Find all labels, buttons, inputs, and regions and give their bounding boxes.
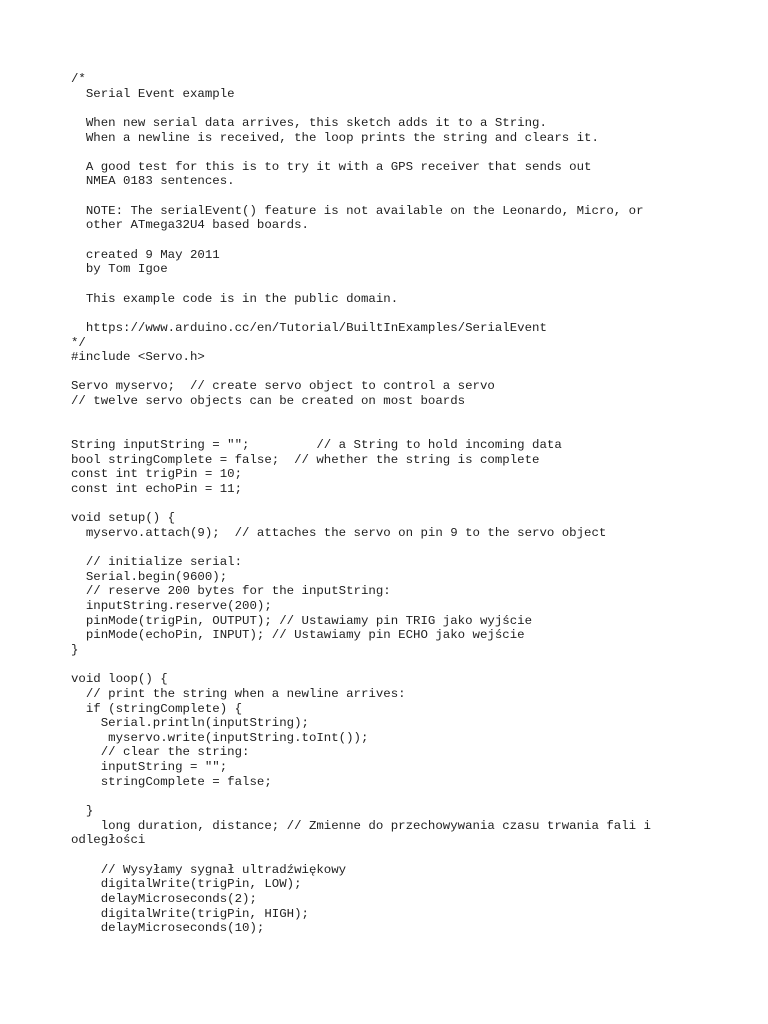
code-line: stringComplete = false; (71, 774, 272, 789)
code-line: delayMicroseconds(2); (71, 891, 257, 906)
code-line (71, 789, 751, 804)
code-line: by Tom Igoe (71, 262, 168, 277)
code-line: A good test for this is to try it with a GPS receiver that sends out (71, 159, 592, 174)
code-line: const int trigPin = 10; (71, 467, 243, 482)
code-line: // print the string when a newline arrives: (71, 686, 406, 701)
code-line: long duration, distance; // Zmienne do przechowywania czasu trwania fali i (71, 818, 651, 833)
code-line: // clear the string: (71, 745, 250, 760)
code-line: inputString.reserve(200); (71, 599, 272, 614)
code-line: // Wysyłamy sygnał ultradźwiękowy (71, 862, 347, 877)
code-line: NOTE: The serialEvent() feature is not available on the Leonardo, Micro, or (71, 203, 644, 218)
code-line: pinMode(echoPin, INPUT); // Ustawiamy pin ECHO jako wejście (71, 628, 525, 643)
code-line: // twelve servo objects can be created on most boards (71, 394, 466, 409)
code-line (71, 145, 751, 160)
code-line: // reserve 200 bytes for the inputString: (71, 584, 391, 599)
code-line: pinMode(trigPin, OUTPUT); // Ustawiamy pin TRIG jako wyjście (71, 613, 533, 628)
code-line: void setup() { (71, 511, 176, 526)
code-line: NMEA 0183 sentences. (71, 174, 235, 189)
code-line: inputString = ""; (71, 760, 228, 775)
code-line: void loop() { (71, 672, 168, 687)
code-line: digitalWrite(trigPin, HIGH); (71, 906, 309, 921)
code-line: if (stringComplete) { (71, 701, 243, 716)
code-line (71, 365, 751, 380)
code-line: // initialize serial: (71, 555, 243, 570)
code-line: delayMicroseconds(10); (71, 921, 265, 936)
code-line: https://www.arduino.cc/en/Tutorial/BuiltInExamples/SerialEvent (71, 320, 547, 335)
code-line: } (71, 804, 94, 819)
code-line: When a newline is received, the loop prints the string and clears it. (71, 130, 599, 145)
code-listing (71, 72, 751, 936)
code-line: myservo.attach(9); // attaches the servo on pin 9 to the servo object (71, 525, 607, 540)
code-line: Serial.println(inputString); (71, 716, 309, 731)
code-line: /* (71, 72, 86, 86)
code-line (71, 409, 751, 424)
code-line (71, 189, 751, 204)
code-line (71, 541, 751, 556)
code-line: #include <Servo.h> (71, 350, 205, 365)
code-line: myservo.write(inputString.toInt()); (71, 730, 369, 745)
code-line (71, 658, 751, 673)
code-line (71, 306, 751, 321)
code-line: This example code is in the public domain. (71, 291, 399, 306)
code-line: digitalWrite(trigPin, LOW); (71, 877, 302, 892)
code-line: */ (71, 335, 86, 350)
code-line (71, 101, 751, 116)
code-line (71, 423, 751, 438)
code-line (71, 848, 751, 863)
code-line: odległości (71, 833, 146, 848)
code-line: created 9 May 2011 (71, 247, 220, 262)
code-line: Servo myservo; // create servo object to control a servo (71, 379, 495, 394)
code-line (71, 277, 751, 292)
code-line: } (71, 642, 79, 657)
code-line: String inputString = ""; // a String to hold incoming data (71, 438, 562, 453)
code-line: Serial.begin(9600); (71, 569, 228, 584)
code-line: Serial Event example (71, 86, 235, 101)
code-line: bool stringComplete = false; // whether the string is complete (71, 452, 540, 467)
code-line (71, 497, 751, 512)
code-line: const int echoPin = 11; (71, 481, 243, 496)
code-line (71, 233, 751, 248)
code-line: other ATmega32U4 based boards. (71, 218, 309, 233)
code-line: When new serial data arrives, this sketch adds it to a String. (71, 115, 547, 130)
